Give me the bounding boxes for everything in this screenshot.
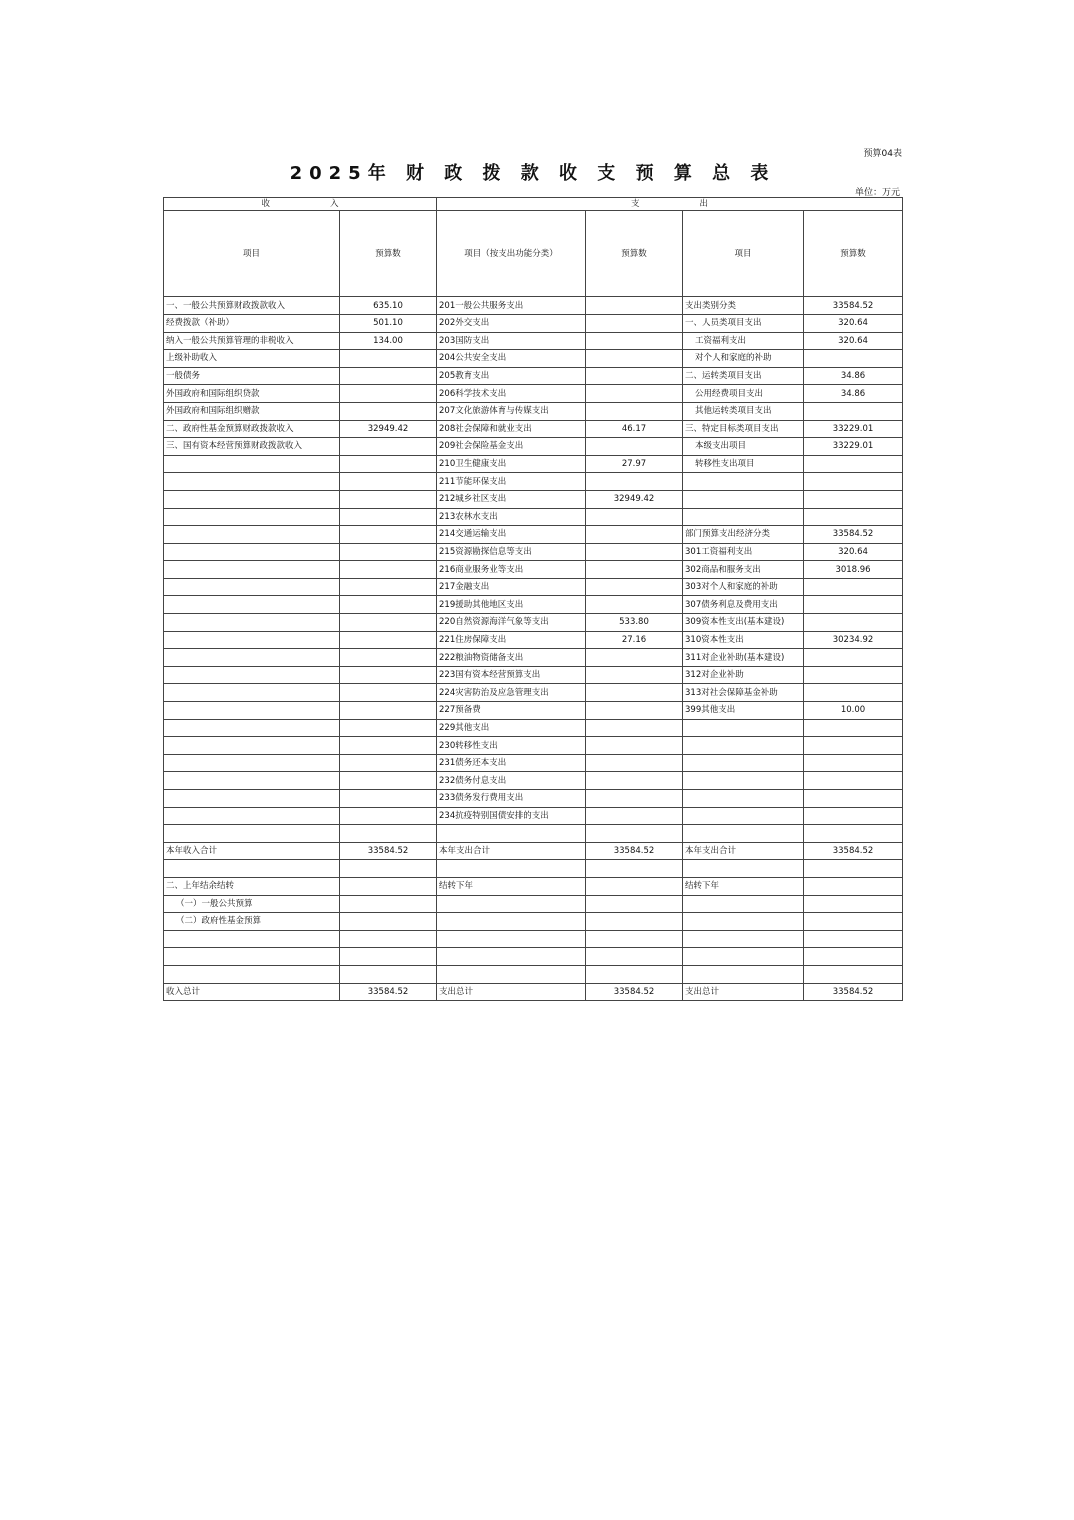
cell-income-amount: [340, 402, 437, 420]
section-header-row: [164, 198, 903, 211]
page-title: 2025年 财 政 拨 款 收 支 预 算 总 表: [289, 163, 776, 184]
cell-income-item: [164, 948, 340, 966]
cell-income-item: 二、上年结余结转: [164, 877, 340, 895]
table-row: [164, 719, 903, 737]
header-income-item: 项目: [164, 211, 340, 297]
cell-category-item: 399其他支出: [683, 702, 804, 720]
cell-function-item: 220自然资源海洋气象等支出: [437, 614, 586, 632]
cell-income-item: 上级补助收入: [164, 350, 340, 368]
table-code: 预算04表: [863, 149, 902, 159]
cell-income-item: [164, 754, 340, 772]
cell-income-item: [164, 473, 340, 491]
cell-category-amount: 33584.52: [804, 526, 903, 544]
cell-category-item: 303对个人和家庭的补助: [683, 578, 804, 596]
cell-function-item: [437, 930, 586, 948]
cell-function-amount: [586, 790, 683, 808]
cell-income-item: [164, 666, 340, 684]
cell-function-amount: 27.16: [586, 631, 683, 649]
cell-category-item: [683, 790, 804, 808]
cell-income-amount: 32949.42: [340, 420, 437, 438]
section-expense-char-2: 出: [699, 199, 709, 210]
cell-function-item: 204公共安全支出: [437, 350, 586, 368]
header-category-amount: 预算数: [804, 211, 903, 297]
cell-category-item: 转移性支出项目: [683, 455, 804, 473]
table-row: [164, 825, 903, 843]
table-row: [164, 614, 903, 632]
cell-income-item: 收入总计: [164, 983, 340, 1001]
cell-category-amount: [804, 490, 903, 508]
cell-category-item: [683, 895, 804, 913]
cell-category-item: 结转下年: [683, 877, 804, 895]
cell-category-item: 支出类别分类: [683, 297, 804, 315]
cell-category-item: [683, 737, 804, 755]
cell-income-item: [164, 965, 340, 983]
table-row: [164, 385, 903, 403]
cell-category-amount: 33584.52: [804, 297, 903, 315]
table-row: [164, 807, 903, 825]
cell-category-amount: [804, 473, 903, 491]
cell-category-item: 对个人和家庭的补助: [683, 350, 804, 368]
cell-function-item: 结转下年: [437, 877, 586, 895]
unit-label: 单位：万元: [854, 188, 900, 198]
cell-function-item: 232债务付息支出: [437, 772, 586, 790]
cell-income-amount: [340, 913, 437, 931]
cell-income-amount: [340, 508, 437, 526]
table-row: [164, 332, 903, 350]
cell-function-amount: [586, 314, 683, 332]
cell-income-amount: [340, 754, 437, 772]
cell-function-amount: [586, 684, 683, 702]
cell-income-amount: [340, 965, 437, 983]
cell-category-item: 工资福利支出: [683, 332, 804, 350]
cell-function-amount: [586, 508, 683, 526]
cell-income-item: 一般债务: [164, 367, 340, 385]
cell-function-item: 219援助其他地区支出: [437, 596, 586, 614]
cell-function-item: 227预备费: [437, 702, 586, 720]
table-row: [164, 526, 903, 544]
cell-income-item: 纳入一般公共预算管理的非税收入: [164, 332, 340, 350]
cell-category-item: 302商品和服务支出: [683, 561, 804, 579]
table-row: [164, 948, 903, 966]
cell-income-amount: [340, 772, 437, 790]
cell-income-item: [164, 807, 340, 825]
cell-function-amount: [586, 473, 683, 491]
cell-function-item: 221住房保障支出: [437, 631, 586, 649]
cell-function-item: [437, 895, 586, 913]
cell-category-item: 支出总计: [683, 983, 804, 1001]
table-row: [164, 860, 903, 878]
cell-income-amount: [340, 684, 437, 702]
cell-category-item: 307债务利息及费用支出: [683, 596, 804, 614]
cell-category-item: [683, 913, 804, 931]
cell-function-amount: [586, 737, 683, 755]
cell-category-amount: 33229.01: [804, 420, 903, 438]
cell-income-amount: [340, 367, 437, 385]
cell-function-item: 206科学技术支出: [437, 385, 586, 403]
table-row: [164, 473, 903, 491]
cell-function-item: 216商业服务业等支出: [437, 561, 586, 579]
cell-function-amount: [586, 526, 683, 544]
cell-income-item: 经费拨款（补助）: [164, 314, 340, 332]
table-row: [164, 402, 903, 420]
section-expense: [437, 198, 903, 211]
cell-income-item: [164, 631, 340, 649]
cell-category-amount: [804, 754, 903, 772]
cell-function-item: 207文化旅游体育与传媒支出: [437, 402, 586, 420]
cell-income-item: [164, 684, 340, 702]
cell-function-item: 202外交支出: [437, 314, 586, 332]
cell-income-amount: [340, 596, 437, 614]
cell-category-amount: [804, 614, 903, 632]
cell-income-amount: [340, 666, 437, 684]
cell-category-amount: 10.00: [804, 702, 903, 720]
cell-function-item: 230转移性支出: [437, 737, 586, 755]
cell-category-item: 公用经费项目支出: [683, 385, 804, 403]
cell-function-item: 224灾害防治及应急管理支出: [437, 684, 586, 702]
cell-function-amount: 27.97: [586, 455, 683, 473]
cell-income-amount: [340, 737, 437, 755]
table-row: [164, 297, 903, 315]
cell-category-amount: [804, 596, 903, 614]
cell-income-amount: 33584.52: [340, 983, 437, 1001]
cell-income-item: （二）政府性基金预算: [164, 913, 340, 931]
cell-income-amount: [340, 649, 437, 667]
cell-function-amount: [586, 772, 683, 790]
cell-category-item: 312对企业补助: [683, 666, 804, 684]
cell-function-item: 214交通运输支出: [437, 526, 586, 544]
cell-function-amount: [586, 719, 683, 737]
cell-function-item: 231债务还本支出: [437, 754, 586, 772]
cell-income-amount: [340, 350, 437, 368]
table-row: [164, 965, 903, 983]
cell-function-item: [437, 860, 586, 878]
cell-income-item: 本年收入合计: [164, 842, 340, 860]
cell-income-amount: [340, 385, 437, 403]
section-income-char-1: 收: [261, 199, 270, 210]
cell-category-item: 本级支出项目: [683, 438, 804, 456]
section-income-char-2: 入: [330, 199, 339, 210]
cell-category-amount: [804, 807, 903, 825]
cell-function-amount: [586, 402, 683, 420]
cell-category-amount: 320.64: [804, 332, 903, 350]
header-category-item: 项目: [683, 211, 804, 297]
cell-category-item: 310资本性支出: [683, 631, 804, 649]
cell-income-item: [164, 561, 340, 579]
cell-income-amount: [340, 948, 437, 966]
cell-category-item: 二、运转类项目支出: [683, 367, 804, 385]
cell-income-amount: [340, 438, 437, 456]
table-row: [164, 596, 903, 614]
table-row: [164, 420, 903, 438]
cell-income-amount: [340, 719, 437, 737]
cell-function-amount: [586, 578, 683, 596]
cell-income-item: [164, 649, 340, 667]
cell-category-amount: 34.86: [804, 385, 903, 403]
cell-category-item: 部门预算支出经济分类: [683, 526, 804, 544]
cell-category-amount: 3018.96: [804, 561, 903, 579]
cell-category-amount: [804, 684, 903, 702]
cell-income-amount: [340, 930, 437, 948]
column-header-row: [164, 211, 903, 297]
cell-function-item: 229其他支出: [437, 719, 586, 737]
cell-income-amount: [340, 578, 437, 596]
cell-function-item: 205教育支出: [437, 367, 586, 385]
cell-function-amount: [586, 965, 683, 983]
table-row: [164, 877, 903, 895]
cell-income-amount: [340, 614, 437, 632]
cell-income-amount: [340, 895, 437, 913]
cell-category-amount: [804, 772, 903, 790]
header-function-item: 项目（按支出功能分类）: [437, 211, 586, 297]
cell-function-item: 201一般公共服务支出: [437, 297, 586, 315]
cell-function-item: 223国有资本经营预算支出: [437, 666, 586, 684]
table-row: [164, 490, 903, 508]
cell-income-amount: [340, 877, 437, 895]
cell-category-item: [683, 473, 804, 491]
cell-category-amount: 320.64: [804, 314, 903, 332]
cell-income-item: [164, 455, 340, 473]
cell-function-amount: [586, 895, 683, 913]
header-function-amount: 预算数: [586, 211, 683, 297]
cell-income-item: [164, 737, 340, 755]
cell-category-amount: [804, 965, 903, 983]
cell-function-amount: [586, 350, 683, 368]
cell-category-item: 一、人员类项目支出: [683, 314, 804, 332]
cell-category-amount: [804, 877, 903, 895]
cell-category-amount: [804, 649, 903, 667]
cell-function-amount: [586, 754, 683, 772]
table-row: [164, 543, 903, 561]
cell-category-item: 301工资福利支出: [683, 543, 804, 561]
cell-category-amount: [804, 508, 903, 526]
cell-category-item: [683, 508, 804, 526]
cell-function-amount: [586, 332, 683, 350]
cell-category-item: [683, 860, 804, 878]
table-row: [164, 314, 903, 332]
cell-income-amount: [340, 473, 437, 491]
cell-function-item: 210卫生健康支出: [437, 455, 586, 473]
cell-income-amount: 501.10: [340, 314, 437, 332]
table-row: [164, 438, 903, 456]
cell-income-item: [164, 526, 340, 544]
cell-function-amount: [586, 877, 683, 895]
cell-category-amount: [804, 790, 903, 808]
cell-category-item: [683, 772, 804, 790]
cell-function-amount: [586, 649, 683, 667]
table-row: [164, 772, 903, 790]
cell-function-item: 233债务发行费用支出: [437, 790, 586, 808]
cell-category-item: [683, 754, 804, 772]
cell-income-item: 三、国有资本经营预算财政拨款收入: [164, 438, 340, 456]
cell-function-amount: [586, 543, 683, 561]
cell-function-amount: [586, 385, 683, 403]
cell-category-amount: 320.64: [804, 543, 903, 561]
cell-category-item: 其他运转类项目支出: [683, 402, 804, 420]
cell-function-item: 213农林水支出: [437, 508, 586, 526]
cell-category-amount: 33229.01: [804, 438, 903, 456]
cell-income-amount: 134.00: [340, 332, 437, 350]
cell-income-amount: [340, 543, 437, 561]
cell-income-item: [164, 508, 340, 526]
cell-function-item: 本年支出合计: [437, 842, 586, 860]
cell-function-item: [437, 825, 586, 843]
cell-category-item: [683, 807, 804, 825]
cell-function-amount: [586, 860, 683, 878]
cell-income-amount: [340, 490, 437, 508]
cell-category-amount: [804, 350, 903, 368]
cell-function-amount: [586, 438, 683, 456]
cell-income-amount: [340, 860, 437, 878]
cell-category-item: [683, 825, 804, 843]
cell-function-item: 211节能环保支出: [437, 473, 586, 491]
table-row: [164, 930, 903, 948]
cell-function-amount: 533.80: [586, 614, 683, 632]
cell-income-amount: [340, 825, 437, 843]
cell-function-amount: [586, 367, 683, 385]
cell-category-item: 309资本性支出(基本建设): [683, 614, 804, 632]
cell-function-amount: 46.17: [586, 420, 683, 438]
table-row: [164, 631, 903, 649]
cell-income-item: 外国政府和国际组织贷款: [164, 385, 340, 403]
cell-category-amount: 33584.52: [804, 842, 903, 860]
table-row: [164, 455, 903, 473]
header-income-amount: 预算数: [340, 211, 437, 297]
section-income: [164, 198, 437, 211]
cell-category-amount: [804, 895, 903, 913]
cell-category-amount: [804, 860, 903, 878]
cell-income-amount: [340, 702, 437, 720]
cell-category-amount: [804, 455, 903, 473]
table-row: [164, 578, 903, 596]
table-row: [164, 350, 903, 368]
cell-function-amount: [586, 807, 683, 825]
cell-income-item: [164, 578, 340, 596]
cell-category-item: [683, 930, 804, 948]
cell-income-amount: 635.10: [340, 297, 437, 315]
cell-income-item: [164, 543, 340, 561]
cell-function-amount: [586, 825, 683, 843]
table-row: [164, 790, 903, 808]
cell-category-amount: [804, 719, 903, 737]
cell-category-amount: [804, 825, 903, 843]
cell-category-item: 本年支出合计: [683, 842, 804, 860]
cell-income-item: （一）一般公共预算: [164, 895, 340, 913]
cell-category-amount: 30234.92: [804, 631, 903, 649]
cell-function-item: [437, 965, 586, 983]
cell-function-item: 234抗疫特别国债安排的支出: [437, 807, 586, 825]
cell-category-item: 313对社会保障基金补助: [683, 684, 804, 702]
table-row: [164, 702, 903, 720]
cell-income-amount: [340, 790, 437, 808]
cell-function-item: 222粮油物资储备支出: [437, 649, 586, 667]
table-row: [164, 561, 903, 579]
table-row: [164, 649, 903, 667]
cell-category-item: [683, 719, 804, 737]
cell-category-amount: [804, 578, 903, 596]
cell-function-item: 212城乡社区支出: [437, 490, 586, 508]
cell-function-amount: 33584.52: [586, 983, 683, 1001]
table-row: [164, 737, 903, 755]
cell-function-amount: [586, 913, 683, 931]
table-row: [164, 508, 903, 526]
cell-category-item: 311对企业补助(基本建设): [683, 649, 804, 667]
table-row: [164, 983, 903, 1001]
cell-income-item: 外国政府和国际组织赠款: [164, 402, 340, 420]
cell-income-item: [164, 719, 340, 737]
cell-category-amount: [804, 948, 903, 966]
cell-category-amount: [804, 913, 903, 931]
cell-function-item: 209社会保险基金支出: [437, 438, 586, 456]
cell-income-item: 一、一般公共预算财政拨款收入: [164, 297, 340, 315]
cell-category-item: [683, 948, 804, 966]
cell-income-item: [164, 490, 340, 508]
cell-income-item: 二、政府性基金预算财政拨款收入: [164, 420, 340, 438]
cell-function-amount: 32949.42: [586, 490, 683, 508]
cell-function-amount: [586, 702, 683, 720]
budget-table: [163, 197, 903, 1001]
cell-income-amount: [340, 807, 437, 825]
cell-income-item: [164, 772, 340, 790]
cell-category-item: [683, 965, 804, 983]
cell-function-amount: [586, 596, 683, 614]
cell-income-item: [164, 860, 340, 878]
cell-function-item: [437, 913, 586, 931]
cell-function-amount: 33584.52: [586, 842, 683, 860]
cell-income-amount: [340, 455, 437, 473]
cell-income-amount: [340, 631, 437, 649]
cell-category-amount: [804, 930, 903, 948]
cell-income-item: [164, 930, 340, 948]
table-row: [164, 842, 903, 860]
cell-function-amount: [586, 561, 683, 579]
table-row: [164, 666, 903, 684]
cell-income-item: [164, 790, 340, 808]
cell-income-amount: [340, 561, 437, 579]
table-row: [164, 913, 903, 931]
table-row: [164, 895, 903, 913]
cell-category-amount: 33584.52: [804, 983, 903, 1001]
cell-income-item: [164, 614, 340, 632]
cell-income-amount: 33584.52: [340, 842, 437, 860]
cell-category-amount: [804, 666, 903, 684]
cell-function-item: 支出总计: [437, 983, 586, 1001]
cell-function-item: 208社会保障和就业支出: [437, 420, 586, 438]
cell-category-item: [683, 490, 804, 508]
cell-function-item: 215资源勘探信息等支出: [437, 543, 586, 561]
section-expense-char-1: 支: [631, 199, 640, 210]
cell-income-item: [164, 702, 340, 720]
cell-category-amount: [804, 737, 903, 755]
cell-function-item: 217金融支出: [437, 578, 586, 596]
cell-function-amount: [586, 930, 683, 948]
cell-income-item: [164, 825, 340, 843]
cell-category-amount: [804, 402, 903, 420]
cell-function-amount: [586, 297, 683, 315]
table-row: [164, 754, 903, 772]
cell-income-item: [164, 596, 340, 614]
cell-income-amount: [340, 526, 437, 544]
cell-function-amount: [586, 666, 683, 684]
cell-function-amount: [586, 948, 683, 966]
cell-function-item: [437, 948, 586, 966]
cell-function-item: 203国防支出: [437, 332, 586, 350]
cell-category-item: 三、特定目标类项目支出: [683, 420, 804, 438]
cell-category-amount: 34.86: [804, 367, 903, 385]
table-row: [164, 367, 903, 385]
table-row: [164, 684, 903, 702]
